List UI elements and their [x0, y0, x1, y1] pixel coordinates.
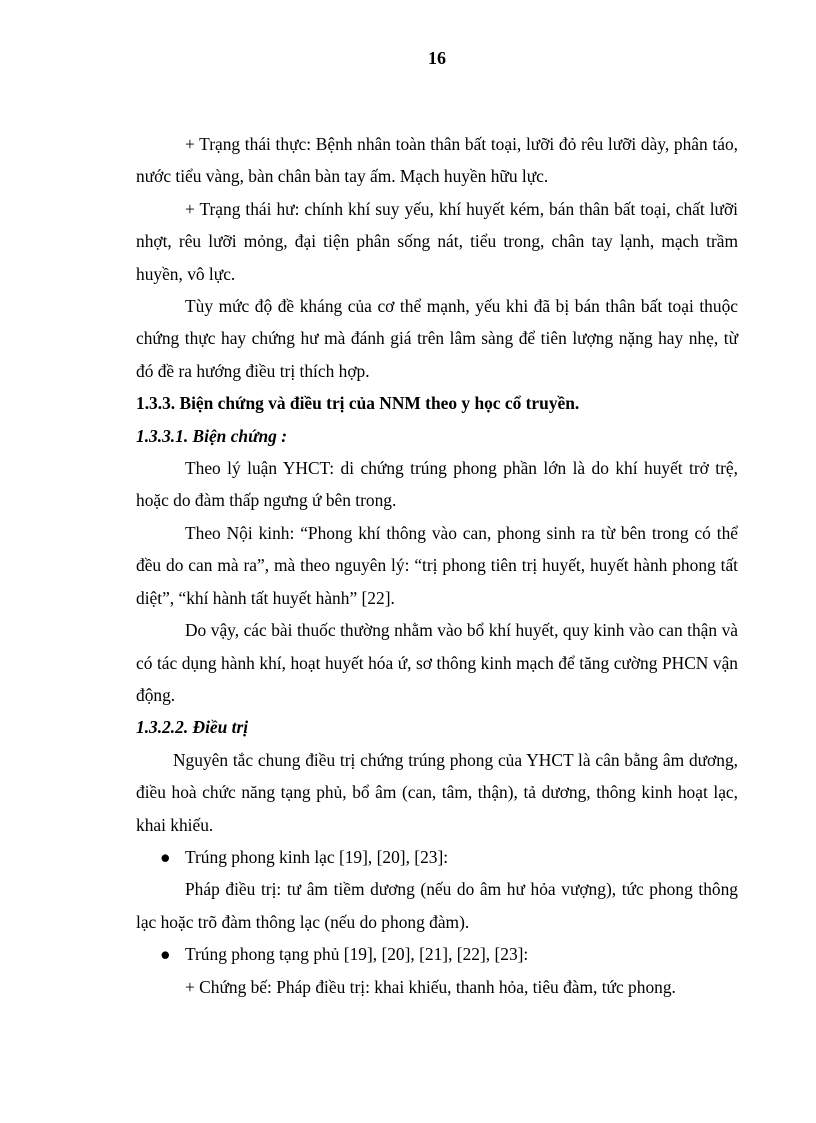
page-number: 16: [428, 48, 446, 68]
paragraph-chung-be: + Chứng bế: Pháp điều trị: khai khiếu, thanh hỏa, tiêu đàm, tức phong.: [185, 976, 676, 997]
paragraph-deficiency-state: + Trạng thái hư: chính khí suy yếu, khí huyết kém, bán thân bất toại, chất lưỡi nhợt, rêu lưỡi mỏng, đại tiện phân sống nát, tiểu trong, chân tay lạnh, mạch trầm huyền, vô lực.: [136, 198, 738, 284]
subsection-heading-dieu-tri: 1.3.2.2. Điều trị: [136, 717, 249, 738]
paragraph-remedies: Do vậy, các bài thuốc thường nhằm vào bổ khí huyết, quy kinh vào can thận và có tác dụng hành khí, hoạt huyết hóa ứ, sơ thông kinh mạch để tăng cường PHCN vận động.: [136, 620, 738, 705]
bullet-item-tang-phu: [136, 938, 738, 970]
bullet-text: Trúng phong tạng phủ [19], [20], [21], [22], [23]:: [185, 944, 529, 965]
paragraph-treatment-kinh-lac: Pháp điều trị: tư âm tiềm dương (nếu do âm hư hỏa vượng), tức phong thông lạc hoặc trõ đàm thông lạc (nếu do phong đàm).: [136, 879, 738, 932]
paragraph-noi-kinh: Theo Nội kinh: “Phong khí thông vào can, phong sinh ra từ bên trong có thể đều do can mà ra”, mà theo nguyên lý: “trị phong tiên trị huyết, huyết hành phong tất diệt”, “khí hành tất huyết hành” [22].: [136, 522, 738, 608]
subsection-heading-bien-chung: 1.3.3.1. Biện chứng :: [136, 425, 288, 446]
paragraph-yhct-theory: Theo lý luận YHCT: di chứng trúng phong phần lớn là do khí huyết trở trệ, hoặc do đàm thấp ngưng ứ bên trong.: [136, 458, 738, 511]
document-body: [136, 128, 738, 1003]
bullet-icon: ●: [160, 944, 171, 965]
paragraph-general-principle: Nguyên tắc chung điều trị chứng trúng phong của YHCT là cân bằng âm dương, điều hoà chức năng tạng phủ, bổ âm (can, tâm, thận), tả dương, thông kinh hoạt lạc, khai khiếu.: [136, 749, 738, 835]
bullet-text: Trúng phong kinh lạc [19], [20], [23]:: [185, 846, 449, 867]
paragraph-resistance: Tùy mức độ đề kháng của cơ thể mạnh, yếu khi đã bị bán thân bất toại thuộc chứng thực hay chứng hư mà đánh giá trên lâm sàng để tiên lượng nặng hay nhẹ, từ đó đề ra hướng điều trị thích hợp.: [136, 296, 738, 381]
bullet-icon: ●: [160, 846, 171, 867]
bullet-item-kinh-lac: [136, 841, 738, 873]
paragraph-excess-state: + Trạng thái thực: Bệnh nhân toàn thân bất toại, lưỡi đỏ rêu lưỡi dày, phân táo, nước tiểu vàng, bàn chân bàn tay ấm. Mạch huyền hữu lực.: [136, 134, 738, 187]
section-heading-1-3-3: 1.3.3. Biện chứng và điều trị của NNM theo y học cổ truyền.: [136, 393, 580, 414]
